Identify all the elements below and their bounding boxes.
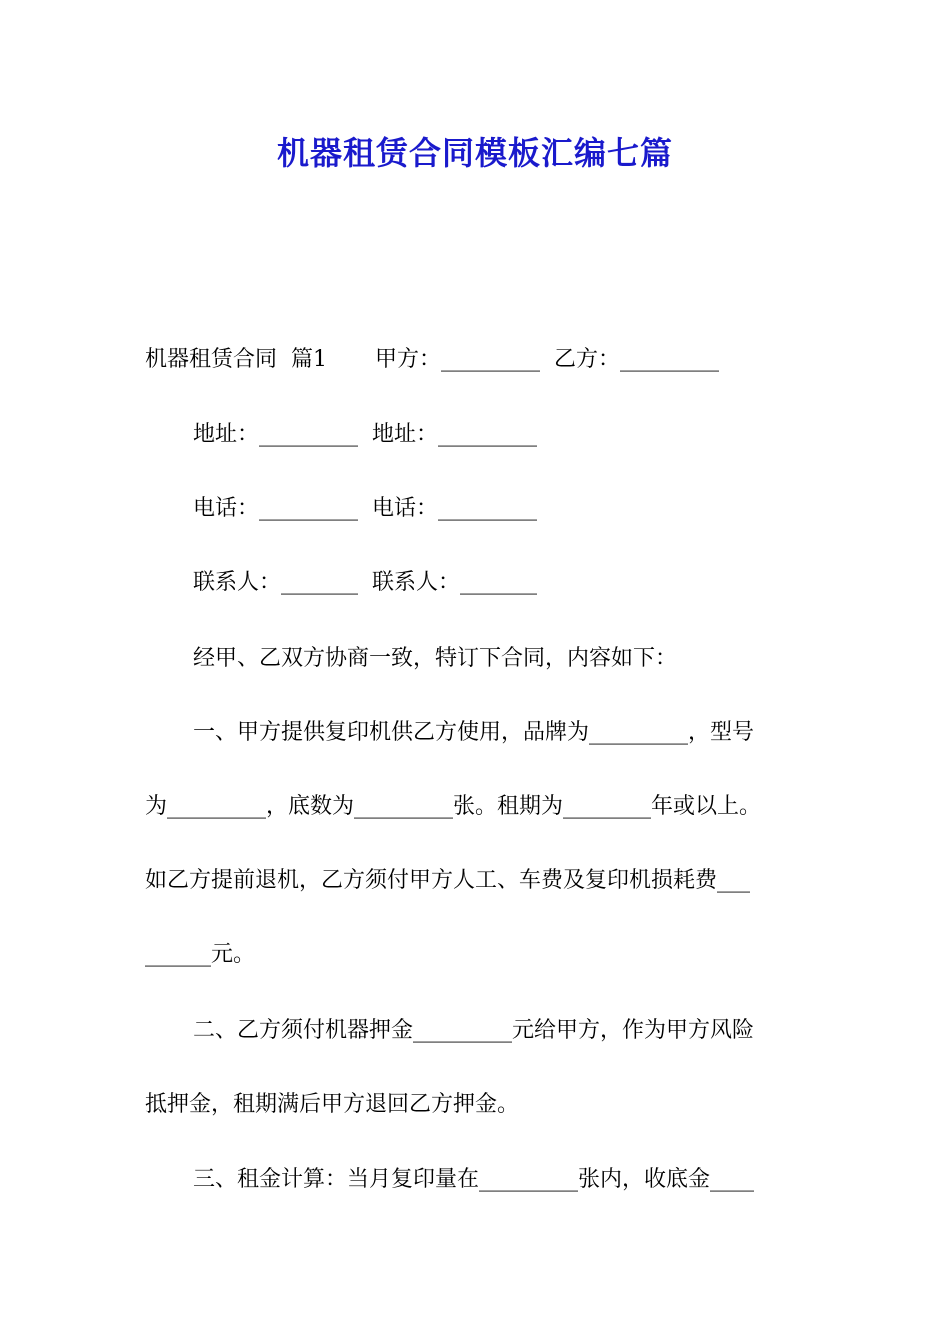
clause-3-line-1: 三、租金计算：当月复印量在_________张内，收底金____ [193, 1167, 755, 1192]
clause-2-line-2: 抵押金，租期满后甲方退回乙方押金。 [145, 1092, 520, 1117]
phone-row [193, 494, 858, 524]
section-heading: 机器租赁合同 篇1 [145, 347, 327, 372]
address-b-field: 地址：_________ [372, 422, 538, 447]
contact-row [193, 568, 858, 598]
clause-1-line-4: ______元。 [145, 942, 256, 967]
party-b-field: 乙方：_________ [554, 347, 720, 372]
clause-1-line-1: 一、甲方提供复印机供乙方使用，品牌为_________，型号 [193, 720, 755, 745]
contact-b-field: 联系人：_______ [372, 570, 538, 595]
phone-b-field: 电话：_________ [372, 496, 538, 521]
party-a-field: 甲方：_________ [374, 347, 540, 372]
party-a-row [145, 345, 810, 375]
address-a-field: 地址：_________ [193, 422, 359, 447]
clause-1-line-3: 如乙方提前退机，乙方须付甲方人工、车费及复印机损耗费___ [145, 868, 751, 893]
address-row [193, 420, 858, 450]
intro-paragraph: 经甲、乙双方协商一致，特订下合同，内容如下： [193, 646, 678, 671]
clause-1-line-2: 为_________，底数为_________张。租期为________年或以上。 [145, 794, 762, 819]
contact-a-field: 联系人：_______ [193, 570, 359, 595]
clause-2-line-1: 二、乙方须付机器押金_________元给甲方，作为甲方风险 [193, 1018, 755, 1043]
phone-a-field: 电话：_________ [193, 496, 359, 521]
document-title: 机器租赁合同模板汇编七篇 [276, 134, 673, 172]
